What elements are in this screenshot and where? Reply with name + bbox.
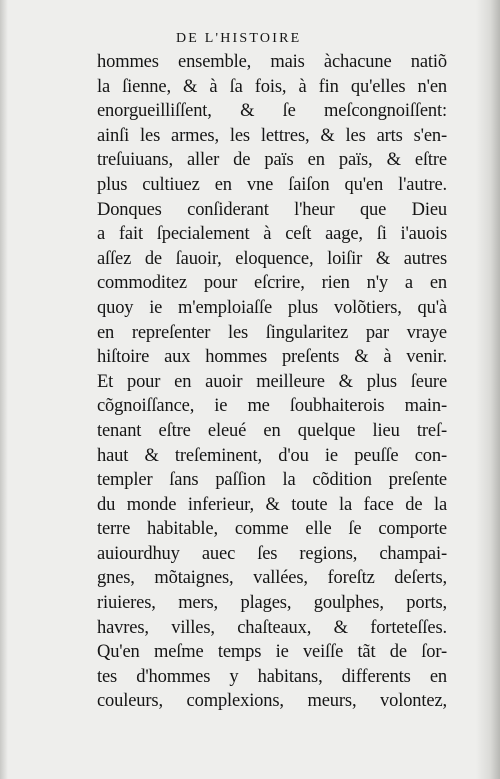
running-head: DE L'HISTOIRE [176,31,302,46]
text-line: enorgueilliſſent, & ſe meſcongnoiſſent: [97,101,447,122]
text-line: couleurs, complexions, meurs, volontez, [97,691,447,712]
text-line: commoditez pour eſcrire, rien n'y a en [97,273,447,294]
text-line: riuieres, mers, plages, goulphes, ports, [97,593,447,614]
text-line: terre habitable, comme elle ſe comporte [97,519,447,540]
text-line: du monde inferieur, & toute la face de la [97,494,447,515]
text-line: treſuiuans, aller de païs en païs, & eſtre [97,150,447,171]
text-line: la ſienne, & à ſa fois, à fin qu'elles n'en [97,76,447,97]
text-line: Qu'en meſme temps ie veiſſe tãt de ſor- [97,642,447,663]
text-line: havres, villes, chaſteaux, & forteteſſes. [97,617,447,638]
text-line: aſſez de ſauoir, eloquence, loiſir & autres [97,248,447,269]
text-line: quoy ie m'emploiaſſe plus volõtiers, qu'à [97,297,447,318]
text-line: ainſi les armes, les lettres, & les arts s'en- [97,125,447,146]
text-line: hommes ensemble, mais àchacune natiõ [97,52,447,72]
text-line: Et pour en auoir meilleure & plus ſeure [97,371,447,392]
text-line: Donques conſiderant l'heur que Dieu [97,199,447,220]
text-line: templer ſans paſſion la cõdition preſente [97,470,447,491]
body-text [97,50,447,714]
text-line: tes d'hommes y habitans, differents en [97,666,447,687]
text-line: gnes, mõtaignes, vallées, foreſtz deſerts, [97,568,447,589]
text-line: plus cultiuez en vne ſaiſon qu'en l'autre. [97,174,447,195]
text-line: a fait ſpecialement à ceſt aage, ſi i'auois [97,224,447,245]
page-gutter-shadow [0,0,8,779]
text-line: cõgnoiſſance, ie me ſoubhaiterois main- [97,396,447,417]
text-line: hiſtoire aux hommes preſents & à venir. [97,347,447,368]
text-line: tenant eſtre eleué en quelque lieu treſ- [97,420,447,441]
text-line: auiourdhuy auec ſes regions, champai- [97,543,447,564]
text-line: haut & treſeminent, d'ou ie peuſſe con- [97,445,447,466]
text-line: en repreſenter les ſingularitez par vraye [97,322,447,343]
page-edge-shadow [476,0,500,779]
